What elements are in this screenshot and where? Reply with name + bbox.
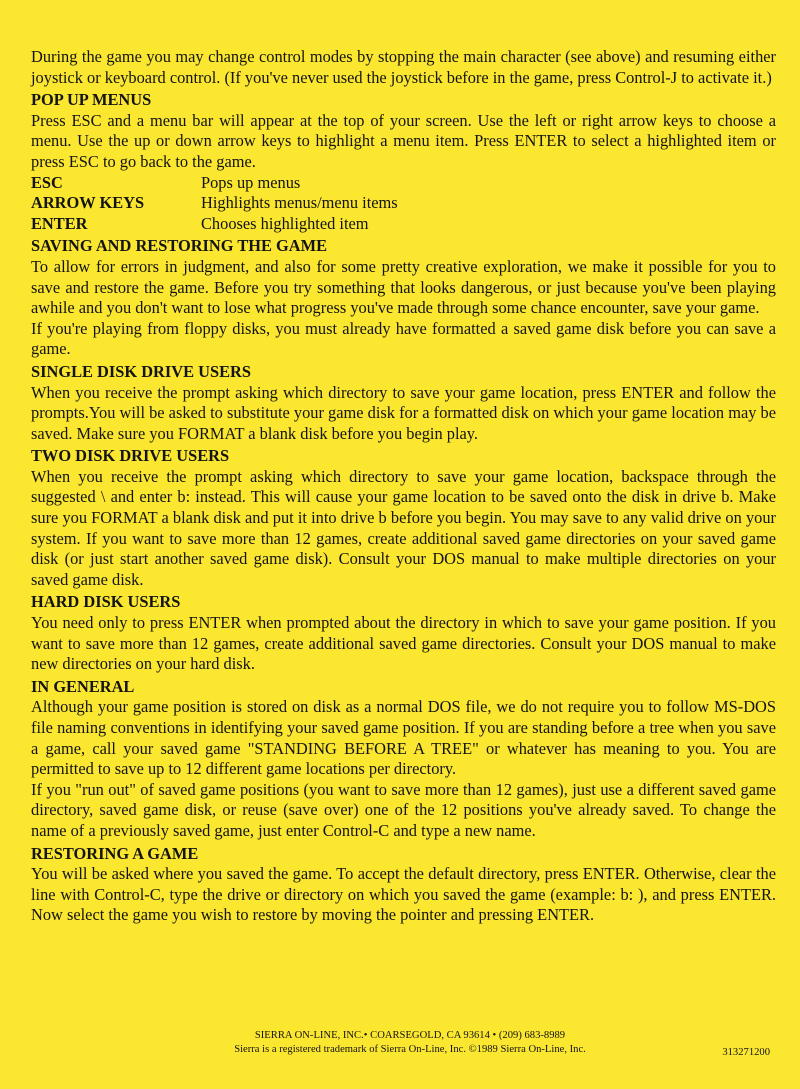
popup-menus-paragraph: Press ESC and a menu bar will appear at the top of your screen. Use the left or right arrow keys to choose a menu. Use the up or down arrow keys to highlight a menu item. Press ENTER to select a highlighted item or press ESC to go back to the game. xyxy=(31,110,776,171)
saving-heading: SAVING AND RESTORING THE GAME xyxy=(31,236,328,256)
hard-disk-paragraph: You need only to press ENTER when prompted about the directory in which to save your game position. If you want to save more than 12 games, create additional saved game directories. Consult your DOS manual to make new directories on your hard disk. xyxy=(31,613,776,674)
in-general-heading: IN GENERAL xyxy=(31,676,135,696)
key-arrow: ARROW KEYS xyxy=(31,193,145,213)
key-esc-desc: Pops up menus xyxy=(201,172,301,192)
intro-paragraph: During the game you may change control modes by stopping the main character (see above) and resuming either joystick or keyboard control. (If you've never used the joystick before in the game, press Control-J to activate it.) xyxy=(31,47,776,87)
page-footer xyxy=(0,1029,800,1057)
key-arrow-desc: Highlights menus/menu items xyxy=(201,193,398,213)
in-general-paragraph-2: If you "run out" of saved game positions (you want to save more than 12 games), just use a different saved game directory, saved game disk, or reuse (save over) one of the 12 positions you've already saved. To change the name of a previously saved game, just enter Control-C and type a new name. xyxy=(31,779,776,840)
two-drive-heading: TWO DISK DRIVE USERS xyxy=(31,446,230,466)
single-drive-heading: SINGLE DISK DRIVE USERS xyxy=(31,361,251,381)
footer-trademark: Sierra is a registered trademark of Sierra On-Line, Inc. ©1989 Sierra On-Line, Inc. xyxy=(234,1044,586,1055)
popup-menus-heading: POP UP MENUS xyxy=(31,90,152,110)
saving-paragraph-2: If you're playing from floppy disks, you must already have formatted a saved game disk before you can save a game. xyxy=(31,318,776,359)
restoring-heading: RESTORING A GAME xyxy=(31,843,199,863)
hard-disk-heading: HARD DISK USERS xyxy=(31,592,181,612)
key-esc: ESC xyxy=(31,172,63,192)
restoring-paragraph: You will be asked where you saved the game. To accept the default directory, press ENTER. Otherwise, clear the line with Control-C, type the drive or directory on which you saved the game (example: b: ), and press ENTER. Now select the game you wish to restore by moving the pointer and pressing ENTER. xyxy=(31,864,776,925)
saving-paragraph-1: To allow for errors in judgment, and also for some pretty creative exploration, we make it possible for you to save and restore the game. Before you try something that looks dangerous, or just because you've been playing awhile and you don't want to lose what progress you've made through some chance encounter, save your game. xyxy=(31,256,776,318)
key-table xyxy=(31,173,776,235)
two-drive-paragraph: When you receive the prompt asking which directory to save your game location, backspace through the suggested \ and enter b: instead. This will cause your game location to be saved onto the disk in drive b. Make sure you FORMAT a blank disk and put it into drive b before you begin. You may save to any valid drive on your system. If you want to save more than 12 games, create additional saved game directories on your saved game disk (or just start another saved game disk). Consult your DOS manual to make multiple directories on your saved game disk. xyxy=(31,466,776,589)
key-enter: ENTER xyxy=(31,213,88,233)
single-drive-paragraph: When you receive the prompt asking which directory to save your game location, press ENTER and follow the prompts.You will be asked to substitute your game disk for a formatted disk on which your game location may be saved. Make sure you FORMAT a blank disk before you begin play. xyxy=(31,382,776,443)
in-general-paragraph-1: Although your game position is stored on disk as a normal DOS file, we do not require you to follow MS-DOS file naming conventions in identifying your saved game position. If you are standing before a tree when you save a game, call your saved game "STANDING BEFORE A TREE" or whatever has meaning to you. You are permitted to save up to 12 different game locations per directory. xyxy=(31,697,776,779)
footer-address: SIERRA ON-LINE, INC.• COARSEGOLD, CA 93614 • (209) 683-8989 xyxy=(254,1030,566,1041)
key-enter-desc: Chooses highlighted item xyxy=(201,213,369,233)
page-body xyxy=(31,47,776,926)
footer-part-number: 313271200 xyxy=(722,1047,770,1058)
